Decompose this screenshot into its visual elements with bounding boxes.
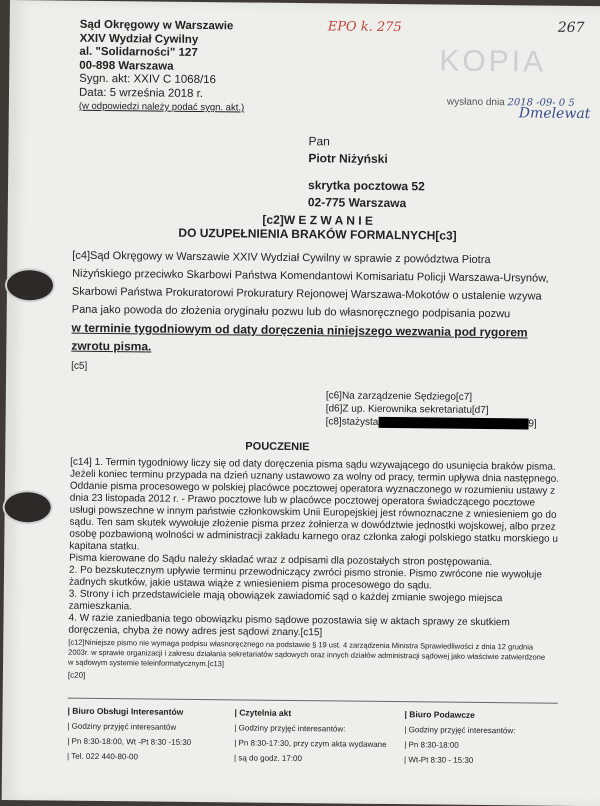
reply-note: (w odpowiedzi należy podać sygn. akt.): [78, 100, 245, 114]
office-heading: | Czytelnia akt: [234, 707, 292, 718]
body-deadline: w terminie tygodniowym od daty doręczenia niniejszego wezwania pod rygorem zwrotu pisma.: [71, 320, 528, 354]
office-filing: [404, 707, 565, 769]
letter-page: [2, 0, 600, 806]
office-heading: | Biuro Podawcze: [404, 709, 475, 720]
office-customer-service: [67, 704, 228, 766]
office-line: | Pn 8:30-18:00, Wt -Pt 8:30 -15:30: [67, 736, 192, 747]
office-line: | Pn 8:30-17:30, przy czym akta wydawane: [234, 738, 387, 749]
office-line: | Godziny przyjęć interesantów:: [234, 723, 346, 734]
instruction-3: 3. Strony i ich przedstawiciele mają obowiązek zawiadomić sąd o każdej zmianie swojego miejsca zamieszkania.: [68, 588, 503, 613]
kopia-stamp: KOPIA: [439, 44, 547, 79]
recipient-block: [308, 133, 426, 212]
sender-street: al. "Solidarności" 127: [79, 45, 198, 59]
handwritten-case-mark: EPO k. 275: [327, 19, 402, 36]
instruction-4: 4. W razie zaniedbania tego obowiązku pismo sądowe pozostawia się w aktach sprawy ze skutkiem doręczenia, chyba że nowy adres jest sądowi znany.[c15]: [68, 612, 510, 639]
office-line: | Godziny przyjęć interesantów: [67, 721, 177, 732]
case-signature: Sygn. akt: XXIV C 1068/16: [79, 72, 217, 87]
office-line: | Wt-Pt 8:30 - 15:30: [404, 755, 474, 765]
instruction-2: 2. Po bezskutecznym upływie terminu przewodniczący zwróci pismo stronie. Pismo zwrócone nie wywołuje żadnych skutków, jakie ustawa wiąże z wniesieniem pisma procesowego do sądu.: [68, 564, 543, 592]
office-line: | Tel. 022 440-80-00: [67, 751, 139, 762]
signature-line2: [d6]Z up. Kierownika sekretariatu[d7]: [325, 403, 489, 417]
marker-c5: [c5]: [71, 360, 88, 372]
instruction-1: [c14] 1. Termin tygodniowy liczy się od daty doręczenia pisma sądu wzywającego do usunięcia braków pisma. Jeżeli koniec terminu przypada na dzień uznany ustawowo za wolny od pracy, termin upływa dnia następnego. Oddanie pisma procesowego w polskiej placówce pocztowej operatora wyznaczonego w rozumieniu ustawy z dnia 23 listopada 2012 r. - Prawo pocztowe lub w placówce pocztowej operatora świadczącego pocztowe usługi powszechne w innym państwie członkowskim Unii Europejskiej jest równoznaczne z wniesieniem go do sądu. Ten sam skutek wywołuje złożenie pisma przez żołnierza w dowództwie jednostki wojskowej, albo przez osobę pozbawioną wolności w administracji zakładu karnego oraz członka załogi polskiego statku morskiego u kapitana statku.: [69, 456, 560, 553]
sent-label: wysłano dnia: [446, 96, 505, 109]
office-line: | Pn 8:30-18:00: [404, 740, 459, 750]
letter-date: Data: 5 września 2018 r.: [78, 86, 204, 100]
instructions-heading: POUCZENIE: [245, 440, 310, 454]
binder-hole-bottom: [3, 490, 53, 525]
title-line2: DO UZUPEŁNIENIA BRAKÓW FORMALNYCH[c3]: [178, 225, 457, 243]
recipient-name: Piotr Niżyński: [308, 151, 388, 166]
office-line: | Godziny przyjęć interesantów:: [404, 725, 516, 736]
sender-division: XXIV Wydział Cywilny: [79, 32, 199, 46]
letter-title: [157, 212, 477, 243]
instructions-text: [68, 457, 560, 642]
footer-divider: [68, 698, 558, 704]
recipient-address2: 02-775 Warszawa: [307, 195, 407, 211]
signature-role: [c8]stażysta: [325, 416, 379, 428]
recipient-salutation: Pan: [308, 134, 330, 149]
office-line: | są do godz. 17:00: [234, 753, 303, 764]
title-line1: [c2]W E Z W A N I E: [262, 212, 373, 228]
sender-city: 00-898 Warszawa: [79, 59, 174, 73]
signature-line1: [c6]Na zarządzenie Sędziego[c7]: [325, 390, 473, 403]
signature-marker: 9]: [528, 418, 537, 430]
binder-hole-top: [5, 268, 55, 303]
body-text: [c4]Sąd Okręgowy w Warszawie XXIV Wydział Cywilny w sprawie z powództwa Piotra Niżyńskiego przeciwko Skarbowi Państwa Komendantowi Komisariatu Policji Warszawa-Ursynów, Skarbowi Państwa Prokuratorowi Prokuratury Rejonowej Warszawa-Mokotów o ustalenie wzywa Pana jako powoda do złożenia oryginału pozwu lub do własnoręcznego podpisania pozwu: [71, 249, 549, 321]
handwritten-page-number: 267: [557, 19, 585, 37]
handwritten-initials: Dmelewat: [518, 105, 591, 123]
recipient-address1: skrytka pocztowa 52: [308, 178, 425, 194]
footnote: [c12]Niniejsze pismo nie wymaga podpisu własnoręcznego na podstawie § 19 ust. 4 zarządzenia Ministra Sprawiedliwości z dnia 12 grudnia 2003r. w sprawie organizacji i zakresu działania sekretariatów sądowych oraz innych działów administracji sądowej jako właściwie zatwierdzone w sądowym systemie teleinformatycznym.[c13]: [68, 637, 546, 669]
letter-body: [71, 247, 552, 360]
instruction-copies: Pisma kierowane do Sądu należy składać wraz z odpisami dla pozostałych stron postępowania.: [69, 552, 493, 569]
sent-date: 2018 -09- 0 5: [507, 97, 575, 109]
office-heading: | Biuro Obsługi Interesantów: [67, 705, 184, 717]
sender-court: Sąd Okręgowy w Warszawie: [79, 18, 234, 33]
signature-line3: [326, 415, 537, 430]
sender-block: [79, 19, 245, 115]
office-reading-room: [234, 705, 395, 767]
redaction-bar: [378, 417, 528, 430]
marker-c20: [c20]: [67, 670, 86, 680]
signature-block: [326, 389, 538, 430]
